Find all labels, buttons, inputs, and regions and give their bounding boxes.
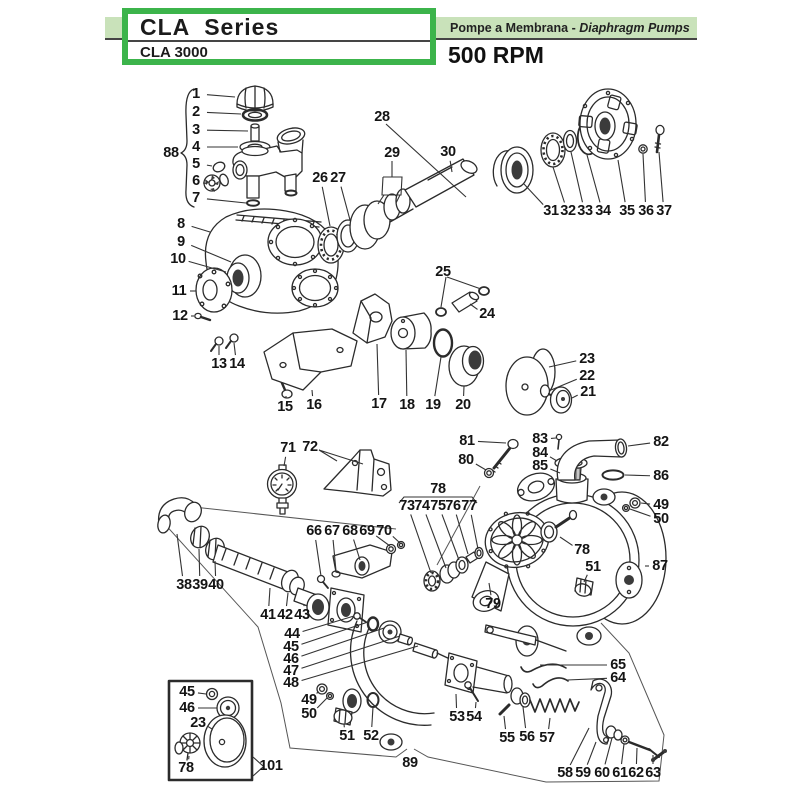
spare-kit-box — [169, 681, 263, 780]
part-callout-46: 46 — [283, 651, 299, 667]
part-callout-17: 17 — [371, 396, 387, 412]
part-callout-1: 1 — [192, 86, 200, 102]
part-callout-24: 24 — [479, 306, 495, 322]
part-callout-101: 101 — [259, 758, 283, 774]
part-callout-60: 60 — [594, 765, 610, 781]
subtitle-english: Diaphragm Pumps — [579, 21, 690, 35]
part-callout-23: 23 — [190, 715, 206, 731]
part-callout-30: 30 — [440, 144, 456, 160]
part-callout-42: 42 — [277, 607, 293, 623]
part-callout-39: 39 — [192, 577, 208, 593]
part-callout-28: 28 — [374, 109, 390, 125]
part-callout-18: 18 — [399, 397, 415, 413]
part-callout-46: 46 — [179, 700, 195, 716]
part-callout-78: 78 — [430, 481, 446, 497]
part-callout-66: 66 — [306, 523, 322, 539]
part-callout-31: 31 — [543, 203, 559, 219]
part-callout-85: 85 — [532, 458, 548, 474]
part-callout-47: 47 — [283, 663, 299, 679]
part-callout-15: 15 — [277, 399, 293, 415]
part-callout-23: 23 — [579, 351, 595, 367]
part-callout-64: 64 — [610, 670, 626, 686]
part-callout-82: 82 — [653, 434, 669, 450]
part-callout-68: 68 — [342, 523, 358, 539]
part-callout-53: 53 — [449, 709, 465, 725]
part-callout-55: 55 — [499, 730, 515, 746]
part-callout-75: 75 — [430, 498, 446, 514]
part-callout-79: 79 — [485, 596, 501, 612]
part-callout-19: 19 — [425, 397, 441, 413]
part-callout-61: 61 — [612, 765, 628, 781]
part-callout-2: 2 — [192, 104, 200, 120]
part-callout-22: 22 — [579, 368, 595, 384]
part-callout-16: 16 — [306, 397, 322, 413]
part-callout-3: 3 — [192, 122, 200, 138]
part-callout-59: 59 — [575, 765, 591, 781]
pump-head — [424, 434, 666, 656]
diagram-artwork — [156, 86, 667, 782]
part-callout-71: 71 — [280, 440, 296, 456]
part-callout-20: 20 — [455, 397, 471, 413]
part-callout-62: 62 — [628, 765, 644, 781]
part-callout-26: 26 — [312, 170, 328, 186]
part-callout-49: 49 — [653, 497, 669, 513]
part-callout-51: 51 — [585, 559, 601, 575]
part-callout-83: 83 — [532, 431, 548, 447]
part-callout-84: 84 — [532, 445, 548, 461]
part-callout-70: 70 — [376, 523, 392, 539]
part-callout-72: 72 — [302, 439, 318, 455]
suction-hose — [156, 498, 321, 609]
part-callout-78: 78 — [574, 542, 590, 558]
part-callout-43: 43 — [294, 607, 310, 623]
part-callout-13: 13 — [211, 356, 227, 372]
part-callout-25: 25 — [435, 264, 451, 280]
part-callout-9: 9 — [177, 234, 185, 250]
part-callout-6: 6 — [192, 173, 200, 189]
part-callout-89: 89 — [402, 755, 418, 771]
part-callout-49: 49 — [301, 692, 317, 708]
part-callout-7: 7 — [192, 190, 200, 206]
part-callout-34: 34 — [595, 203, 611, 219]
part-callout-74: 74 — [414, 498, 430, 514]
part-callout-58: 58 — [557, 765, 573, 781]
part-callout-37: 37 — [656, 203, 672, 219]
gauge-and-mount — [268, 450, 392, 514]
part-callout-12: 12 — [172, 308, 188, 324]
pump-casing-top — [195, 209, 338, 351]
part-callout-27: 27 — [330, 170, 346, 186]
part-callout-29: 29 — [384, 145, 400, 161]
part-callout-80: 80 — [458, 452, 474, 468]
part-callout-45: 45 — [283, 639, 299, 655]
part-callout-67: 67 — [324, 523, 340, 539]
part-callout-69: 69 — [359, 523, 375, 539]
part-callout-54: 54 — [466, 709, 482, 725]
part-callout-45: 45 — [179, 684, 195, 700]
part-callout-57: 57 — [539, 730, 555, 746]
part-callout-44: 44 — [284, 626, 300, 642]
part-callout-21: 21 — [580, 384, 596, 400]
air-chamber-assembly — [181, 86, 306, 207]
shaft-assembly — [318, 89, 664, 263]
part-callout-78: 78 — [178, 760, 194, 776]
part-callout-88: 88 — [163, 145, 179, 161]
part-callout-36: 36 — [638, 203, 654, 219]
part-callout-40: 40 — [208, 577, 224, 593]
part-callout-50: 50 — [301, 706, 317, 722]
part-callout-33: 33 — [577, 203, 593, 219]
lower-pump-half — [317, 613, 667, 762]
part-callout-56: 56 — [519, 729, 535, 745]
series-title: CLA Series — [140, 14, 280, 40]
part-callout-86: 86 — [653, 468, 669, 484]
subtitle — [450, 21, 690, 35]
part-callout-81: 81 — [459, 433, 475, 449]
part-callout-38: 38 — [176, 577, 192, 593]
part-callout-10: 10 — [170, 251, 186, 267]
part-callout-76: 76 — [445, 498, 461, 514]
part-callout-5: 5 — [192, 156, 200, 172]
part-callout-11: 11 — [171, 283, 187, 299]
rpm-label: 500 RPM — [448, 42, 544, 68]
part-callout-4: 4 — [192, 139, 200, 155]
part-callout-8: 8 — [177, 216, 185, 232]
part-callout-65: 65 — [610, 657, 626, 673]
part-callout-35: 35 — [619, 203, 635, 219]
part-callout-87: 87 — [652, 558, 668, 574]
part-callout-52: 52 — [363, 728, 379, 744]
header-box — [122, 8, 436, 65]
part-callout-73: 73 — [399, 498, 415, 514]
part-callout-77: 77 — [461, 498, 477, 514]
part-callout-32: 32 — [560, 203, 576, 219]
part-callout-48: 48 — [283, 675, 299, 691]
part-callout-14: 14 — [229, 356, 245, 372]
part-callout-51: 51 — [339, 728, 355, 744]
part-callout-50: 50 — [653, 511, 669, 527]
model-name: CLA 3000 — [140, 44, 208, 62]
part-callout-41: 41 — [260, 607, 276, 623]
subtitle-italian: Pompe a Membrana - — [450, 21, 580, 35]
part-callout-63: 63 — [645, 765, 661, 781]
